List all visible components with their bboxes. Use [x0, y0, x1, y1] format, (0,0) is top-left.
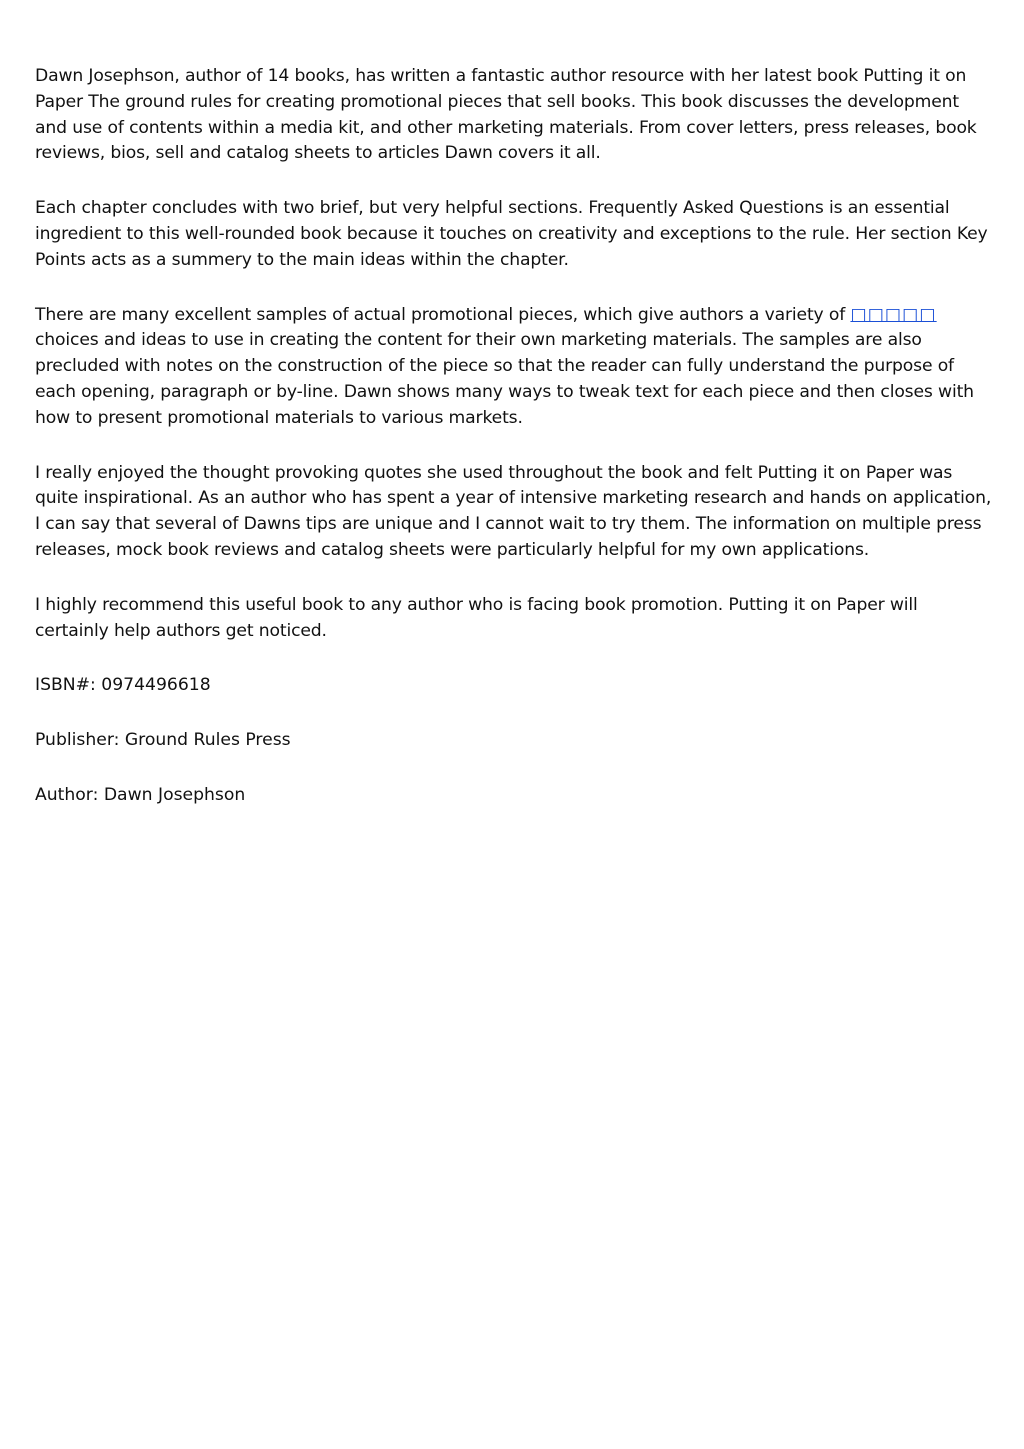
- paragraph-samples-text-start: There are many excellent samples of actual promotional pieces, which give authors a variety of: [35, 304, 851, 325]
- paragraph-chapter-sections: Each chapter concludes with two brief, but very helpful sections. Frequently Asked Questions is an essential ingredient to this well-rounded book because it touches on creativity and exceptions to the rule. Her section Key Points acts as a summery to the main ideas within the chapter.: [35, 198, 988, 270]
- paragraph-intro: Dawn Josephson, author of 14 books, has written a fantastic author resource with her latest book Putting it on Paper The ground rules for creating promotional pieces that sell books. This book discusses the development and use of contents within a media kit, and other marketing materials. From cover letters, press releases, book reviews, bios, sell and catalog sheets to articles Dawn covers it all.: [35, 66, 977, 164]
- paragraph-samples: [35, 303, 995, 432]
- paragraph-samples-text-end: choices and ideas to use in creating the content for their own marketing materials. The samples are also precluded with notes on the construction of the piece so that the reader can fully understand the purpose of each opening, paragraph or by-line. Dawn shows many ways to tweak text for each piece and then closes with how to present promotional materials to various markets.: [35, 330, 974, 428]
- isbn-line: ISBN#: 0974496618: [35, 675, 211, 696]
- author-line: Author: Dawn Josephson: [35, 784, 246, 805]
- publisher-line: Publisher: Ground Rules Press: [35, 730, 291, 751]
- article-body: [35, 64, 995, 838]
- inline-link[interactable]: □□□□□: [850, 304, 937, 325]
- paragraph-opinion: I really enjoyed the thought provoking quotes she used throughout the book and felt Putting it on Paper was quite inspirational. As an author who has spent a year of intensive marketing research and hands on application, I can say that several of Dawns tips are unique and I cannot wait to try them. The information on multiple press releases, mock book reviews and catalog sheets were particularly helpful for my own applications.: [35, 462, 992, 560]
- paragraph-recommendation: I highly recommend this useful book to any author who is facing book promotion. Putting it on Paper will certainly help authors get noticed.: [35, 594, 918, 641]
